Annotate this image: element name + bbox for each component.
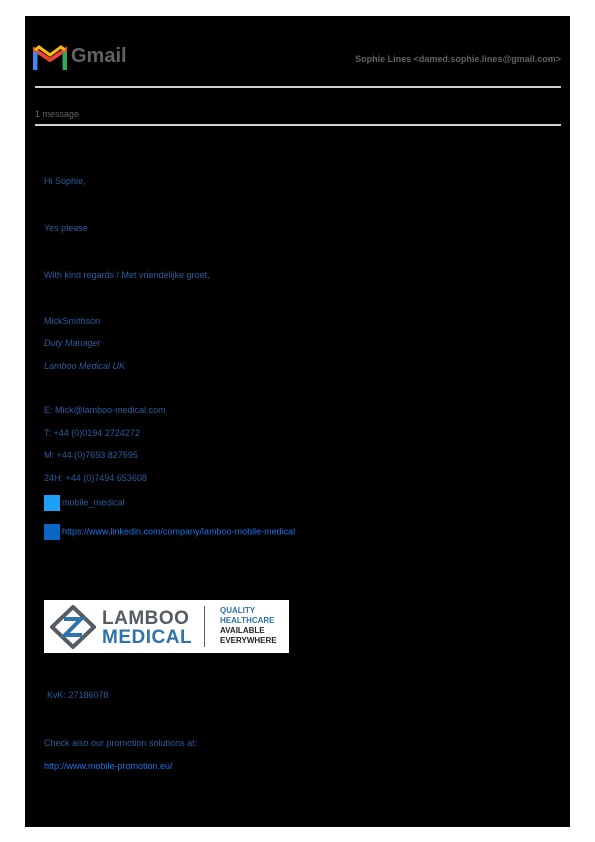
email-printout (25, 16, 570, 827)
header-divider (35, 86, 561, 88)
gmail-wordmark: Gmail (71, 45, 127, 67)
signature-company: Lamboo Medical UK (44, 361, 126, 371)
sender-address: Sophie Lines <damed.sophie.lines@gmail.com> (355, 54, 561, 64)
lamboo-logo-icon (50, 605, 96, 654)
tagline-healthcare: HEALTHCARE (220, 616, 275, 625)
thread-divider (35, 124, 561, 126)
tagline-available: AVAILABLE (220, 626, 265, 635)
signature-telephone: T: +44 (0)0194 2724272 (44, 428, 140, 438)
signature-email[interactable]: E: Mick@lamboo-medical.com (44, 405, 166, 415)
linkedin-link[interactable]: https://www.linkedin.com/company/lamboo-mobile-medical (62, 526, 296, 537)
greeting: Hi Sophie, (44, 176, 86, 186)
lamboo-medical-banner (44, 600, 289, 653)
promo-link[interactable]: http://www.mobile-promotion.eu/ (44, 761, 173, 771)
reply-text: Yes please (44, 223, 88, 233)
gmail-logo-icon (33, 44, 67, 70)
tagline-everywhere: EVERYWHERE (220, 636, 277, 645)
banner-divider (204, 606, 205, 647)
linkedin-icon[interactable] (44, 524, 60, 540)
kvk-number: KvK: 27186078 (47, 690, 109, 700)
banner-brand-line2: MEDICAL (102, 627, 193, 648)
signature-name: MickSmithson (44, 316, 101, 326)
message-count: 1 message (35, 109, 80, 119)
promo-text: Check also our promotion solutions at: (44, 738, 198, 748)
signature-role: Duty Manager (44, 338, 101, 348)
signature-24h: 24H: +44 (0)7494 653608 (44, 473, 147, 483)
signoff: With kind regards / Met vriendelijke groet, (44, 270, 210, 280)
banner-brand-line1: LAMBOO (102, 608, 190, 629)
tagline-quality: QUALITY (220, 606, 256, 615)
linkedin-row[interactable] (44, 524, 295, 540)
signature-mobile: M: +44 (0)7693 827595 (44, 450, 138, 460)
twitter-icon[interactable] (44, 495, 60, 511)
twitter-row[interactable] (44, 495, 125, 511)
twitter-handle[interactable]: mobile_medical (62, 497, 125, 508)
